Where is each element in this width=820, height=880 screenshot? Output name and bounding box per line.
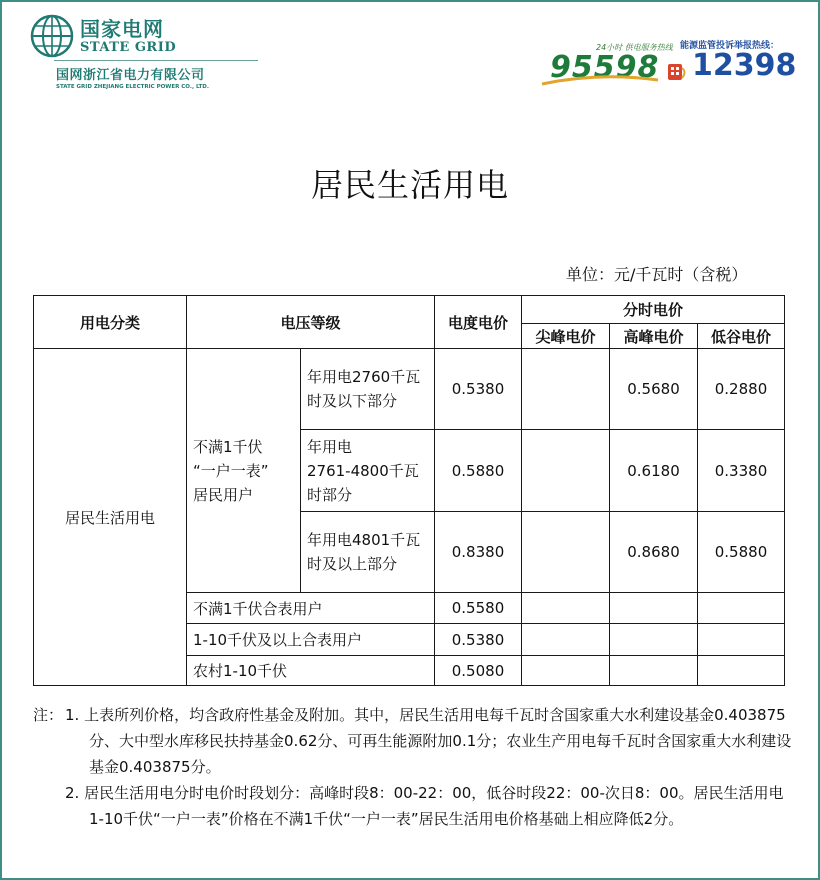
- province-company-cn: 国网浙江省电力有限公司: [56, 68, 205, 83]
- high-cell: 0.6180: [610, 430, 698, 512]
- state-grid-logo: [30, 14, 176, 58]
- unit-label: 单位：元/千瓦时（含税）: [566, 265, 748, 284]
- voltage-cell: 1-10千伏及以上合表用户: [187, 624, 435, 656]
- valley-cell: 0.3380: [698, 430, 785, 512]
- header-rule: [54, 60, 258, 61]
- peak-cell: [522, 349, 610, 430]
- header-price: 电度电价: [435, 296, 522, 349]
- tier-cell: 年用电2760千瓦 时及以下部分: [301, 349, 435, 430]
- category-cell: 居民生活用电: [34, 349, 187, 686]
- notes-label: 注：: [33, 706, 64, 724]
- header-high: 高峰电价: [610, 324, 698, 349]
- valley-cell: [698, 656, 785, 686]
- peak-cell: [522, 624, 610, 656]
- price-cell: 0.5080: [435, 656, 522, 686]
- price-cell: 0.8380: [435, 512, 522, 593]
- hotline-number: 12398: [692, 48, 797, 83]
- price-cell: 0.5580: [435, 593, 522, 624]
- peak-cell: [522, 656, 610, 686]
- service-hotline-number: 95598: [550, 50, 660, 85]
- valley-cell: 0.2880: [698, 349, 785, 430]
- note-item-1: 1. 上表所列价格，均含政府性基金及附加。其中，居民生活用电每千瓦时含国家重大水利建设基金0.403875分、大中型水库移民扶持基金0.62分、可再生能源附加0.1分；农业生产用电每千瓦时含国家重大水利建设基金0.403875分。: [65, 706, 792, 776]
- page-title: 居民生活用电: [310, 166, 509, 204]
- valley-cell: 0.5880: [698, 512, 785, 593]
- voltage-cell: 不满1千伏合表用户: [187, 593, 435, 624]
- high-cell: 0.5680: [610, 349, 698, 430]
- phone-icon: [666, 60, 688, 82]
- header-category: 用电分类: [34, 296, 187, 349]
- price-cell: 0.5380: [435, 349, 522, 430]
- valley-cell: [698, 593, 785, 624]
- org-name-en: STATE GRID: [80, 39, 177, 55]
- price-cell: 0.5880: [435, 430, 522, 512]
- tier-cell: 年用电4801千瓦 时及以上部分: [301, 512, 435, 593]
- table-row: [34, 349, 785, 430]
- high-cell: [610, 656, 698, 686]
- org-name-cn: 国家电网: [80, 16, 164, 41]
- service-tag: 24小时 供电服务热线: [596, 43, 673, 52]
- tier-cell: 年用电 2761-4800千瓦 时部分: [301, 430, 435, 512]
- header-peak: 尖峰电价: [522, 324, 610, 349]
- hotline-label: 能源监管投诉举报热线：: [680, 41, 780, 51]
- globe-icon: [30, 14, 74, 58]
- high-cell: [610, 624, 698, 656]
- swoosh-icon: [540, 74, 660, 88]
- header-tou: 分时电价: [522, 296, 785, 324]
- high-cell: [610, 593, 698, 624]
- peak-cell: [522, 430, 610, 512]
- notes: [33, 702, 793, 832]
- province-company-en: STATE GRID ZHEJIANG ELECTRIC POWER CO., LTD.: [56, 84, 209, 90]
- valley-cell: [698, 624, 785, 656]
- peak-cell: [522, 512, 610, 593]
- high-cell: 0.8680: [610, 512, 698, 593]
- peak-cell: [522, 593, 610, 624]
- price-cell: 0.5380: [435, 624, 522, 656]
- header-valley: 低谷电价: [698, 324, 785, 349]
- voltage-cell: 农村1-10千伏: [187, 656, 435, 686]
- price-table: [33, 295, 785, 686]
- group-label-cell: 不满1千伏 “一户一表” 居民用户: [187, 349, 301, 593]
- header-voltage: 电压等级: [187, 296, 435, 349]
- note-item-2: 2. 居民生活用电分时电价时段划分：高峰时段8：00-22：00，低谷时段22：00-次日8：00。居民生活用电1-10千伏“一户一表”价格在不满1千伏“一户一表”居民生活用电价格基础上相应降低2分。: [65, 784, 784, 828]
- hotline-banner: [540, 34, 797, 94]
